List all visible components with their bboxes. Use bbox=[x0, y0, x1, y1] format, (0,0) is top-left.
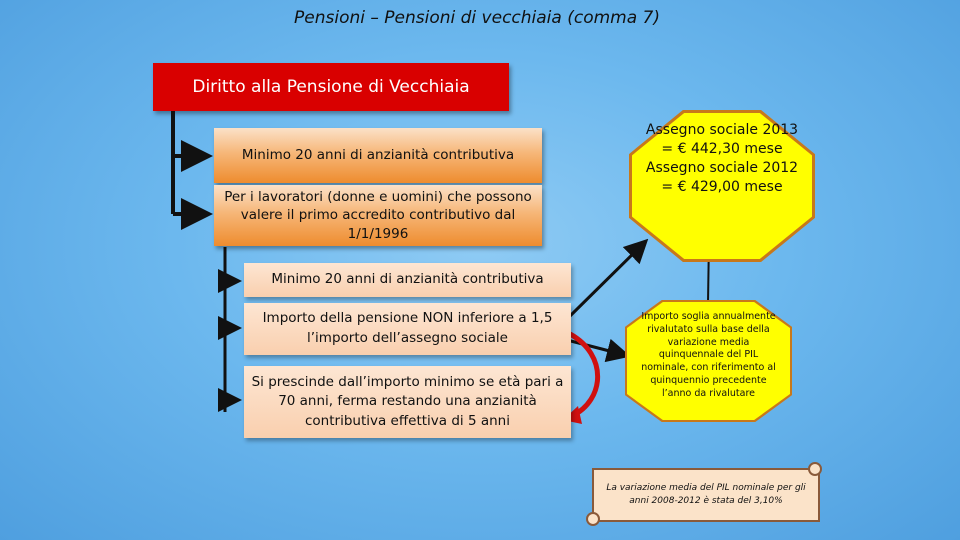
scroll-curl-bottom bbox=[586, 512, 600, 526]
arrow-to-assegno bbox=[568, 243, 644, 318]
assegno-text bbox=[640, 121, 804, 197]
branch2-box3: Si prescinde dall’importo minimo se età pari a 70 anni, ferma restando una anzianità contributiva effettiva di 5 anni bbox=[244, 366, 571, 438]
branch2-box1: Minimo 20 anni di anzianità contributiva bbox=[244, 263, 571, 297]
nota-text: La variazione media del PIL nominale per gli anni 2008-2012 è stata del 3,10% bbox=[606, 483, 806, 506]
scroll-curl-top bbox=[808, 462, 822, 476]
nota-scroll bbox=[592, 468, 820, 522]
branch1-box1: Minimo 20 anni di anzianità contributiva bbox=[214, 128, 542, 183]
assegno-2012: Assegno sociale 2012 = € 429,00 mese bbox=[645, 159, 799, 195]
arrow-to-soglia bbox=[567, 340, 625, 355]
slide-title: Pensioni – Pensioni di vecchiaia (comma 7) bbox=[294, 8, 660, 28]
assegno-2013: Assegno sociale 2013 = € 442,30 mese bbox=[645, 122, 799, 157]
soglia-text: Importo soglia annualmente rivalutato sulla base della variazione media quinquennale del PIL nominale, con riferimento al quinquennio precedente l’anno da rivalutare bbox=[641, 311, 776, 399]
main-box: Diritto alla Pensione di Vecchiaia bbox=[153, 63, 509, 111]
branch1-box2: Per i lavoratori (donne e uomini) che possono valere il primo accredito contributivo dal 1/1/1996 bbox=[214, 185, 542, 246]
branch2-box2: Importo della pensione NON inferiore a 1,5 l’importo dell’assegno sociale bbox=[244, 303, 571, 355]
